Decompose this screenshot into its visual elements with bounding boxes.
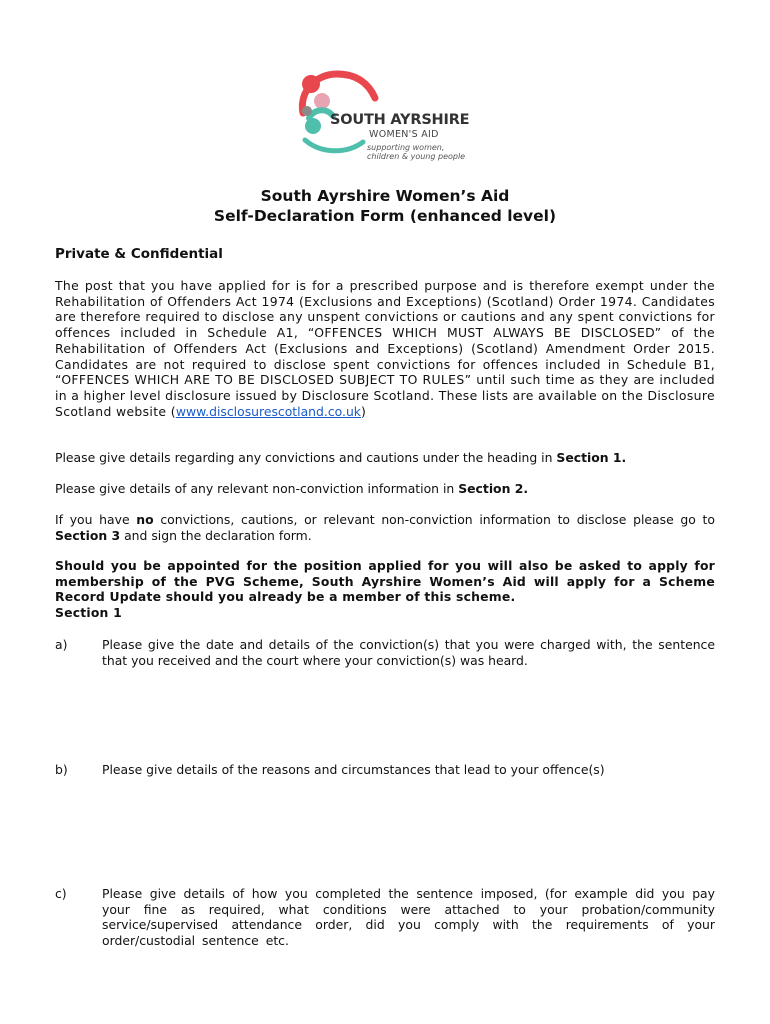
document-title: South Ayrshire Women’s Aid	[260, 187, 510, 205]
intro-text-end: )	[361, 403, 366, 419]
logo-tagline-2: children & young people	[367, 152, 466, 161]
intro-paragraph	[55, 278, 715, 419]
intro-text: The post that you have applied for is for a prescribed purpose and is therefore exempt under the Rehabilitation of Offenders Act 1974 (Exclusions and Exceptions) (Scotland) Order 1974. Candidates are therefore required to disclose any unspent convictions or cautions and any spent convictions for offences included in Schedule A1, “OFFENCES WHICH MUST ALWAYS BE DISCLOSED” of the Rehabilitation of Offenders Act (Exclusions and Exceptions) (Scotland) Amendment Order 2015. Candidates are not required to disclose spent convictions for offences included in Schedule B1, “OFFENCES WHICH ARE TO BE DISCLOSED SUBJECT TO RULES” until such time as they are included in a higher level disclosure issued by Disclosure Scotland. These lists are available on the Disclosure Scotland website (	[55, 278, 715, 419]
question-a-label: a)	[55, 637, 68, 652]
pvg-notice-text: Should you be appointed for the position applied for you will also be asked to apply for membership of the PVG Scheme, South Ayrshire Women’s Aid will apply for a Scheme Record Update should you already be a member of this scheme.	[55, 558, 715, 605]
pvg-notice	[55, 558, 715, 621]
logo-tagline-1: supporting women,	[367, 143, 445, 152]
logo-line-2: WOMEN'S AID	[369, 129, 439, 140]
logo-line-1: SOUTH AYRSHIRE	[330, 112, 470, 128]
instruction-2-bold: Section 2.	[458, 481, 529, 496]
section-1-heading: Section 1	[55, 605, 122, 621]
instruction-3-section: Section 3	[55, 527, 121, 543]
instruction-1-bold: Section 1.	[556, 450, 627, 465]
organisation-logo	[297, 68, 473, 164]
confidential-heading: Private & Confidential	[55, 246, 223, 262]
question-b-label: b)	[55, 762, 68, 777]
question-c-label: c)	[55, 886, 67, 901]
instruction-section-3	[55, 512, 715, 543]
instruction-2-text: Please give details of any relevant non-conviction information in	[55, 481, 459, 496]
question-c-text: Please give details of how you completed the sentence imposed, (for example did you pay your fine as required, what conditions were attached to your probation/community service/supervised attendance order, did you comply with the requirements of your order/custodial sentence etc.	[102, 886, 715, 949]
instruction-3-pre: If you have	[55, 512, 137, 527]
instruction-3-mid: convictions, cautions, or relevant non-conviction information to disclose please go to	[153, 512, 715, 527]
instruction-section-1	[55, 450, 715, 466]
question-b-text: Please give details of the reasons and circumstances that lead to your offence(s)	[102, 762, 605, 777]
instruction-3-no: no	[136, 512, 154, 527]
instruction-1-text: Please give details regarding any convictions and cautions under the heading in	[55, 450, 557, 465]
question-a-text: Please give the date and details of the conviction(s) that you were charged with, the sentence that you received and the court where your conviction(s) was heard.	[102, 637, 715, 668]
instruction-section-2	[55, 481, 715, 497]
document-subtitle: Self-Declaration Form (enhanced level)	[213, 207, 557, 225]
disclosure-scotland-link[interactable]: www.disclosurescotland.co.uk	[175, 403, 361, 419]
instruction-3-post: and sign the declaration form.	[120, 527, 312, 543]
